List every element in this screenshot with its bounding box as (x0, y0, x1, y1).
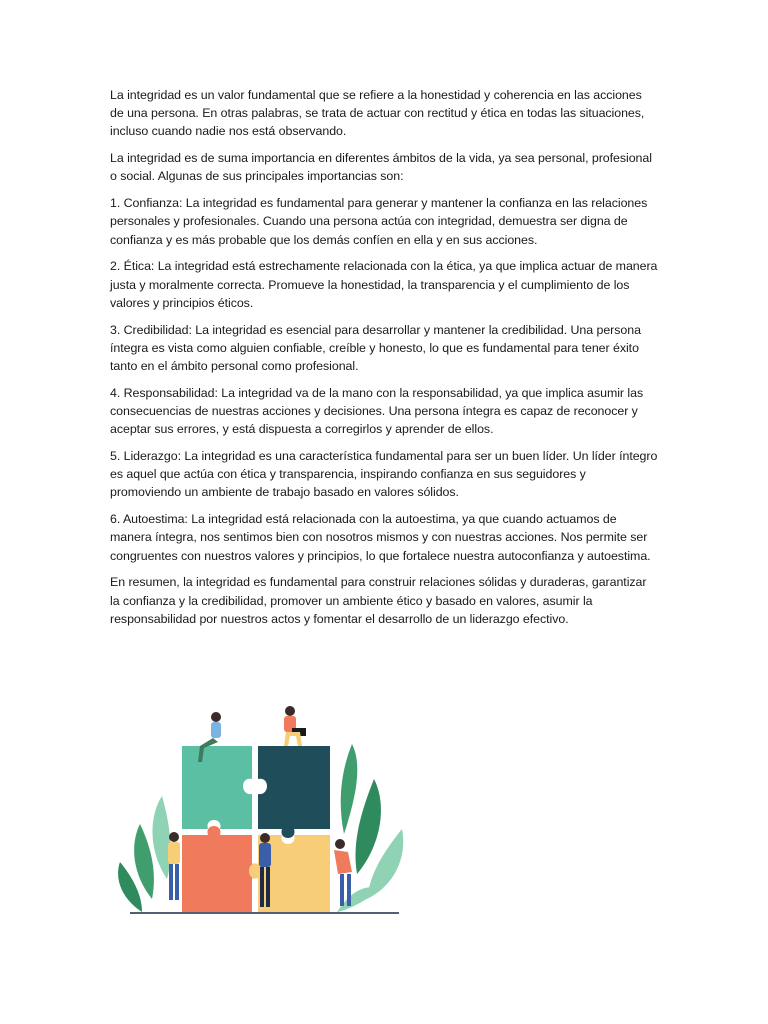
puzzle-piece-dark (258, 746, 330, 838)
puzzle-pieces (182, 746, 330, 912)
paragraph-importance: La integridad es de suma importancia en diferentes ámbitos de la vida, ya sea personal, profesional o social. Algunas de sus principales importancias son: (110, 151, 652, 184)
paragraph-intro: La integridad es un valor fundamental que se refiere a la honestidad y coherencia en las acciones de una persona. En otras palabras, se trata de actuar con rectitud y ética en todas las situaciones, incluso cuando nadie nos está observando. (110, 88, 645, 139)
list-item-autoestima: 6. Autoestima: La integridad está relacionada con la autoestima, ya que cuando actuamos de manera íntegra, nos sentimos bien con nosotros mismos y con nuestras acciones. Nos permite ser congruentes con nuestros valores y principios, lo que fortalece nuestra autoconfianza y autoestima. (110, 512, 651, 563)
person-pushing-right (334, 839, 352, 906)
list-item-liderazgo: 5. Liderazgo: La integridad es una característica fundamental para ser un buen líder. Un líder íntegro es aquel que actúa con ética y transparencia, inspirando confianza en sus seguidores y promoviendo un ambiente de trabajo basado en valores sólidos. (110, 449, 658, 500)
list-item-credibilidad: 3. Credibilidad: La integridad es esencial para desarrollar y mantener la credibilidad. Una persona íntegra es vista como alguien confiable, creíble y honesto, lo que es fundamental para tener éxito tanto en el ámbito personal como profesional. (110, 322, 641, 374)
list-item-etica: 2. Ética: La integridad está estrechamente relacionada con la ética, ya que implica actuar de manera justa y moralmente correcta. Promueve la honestidad, la transparencia y el cumplimiento de los valores y principios éticos. (110, 259, 658, 310)
list-item-confianza: 1. Confianza: La integridad es fundamental para generar y mantener la confianza en las relaciones personales y profesionales. Cuando una persona actúa con integridad, demuestra ser digna de confianza y es más probable que los demás confíen en ella y en sus acciones. (110, 196, 648, 247)
puzzle-teamwork-illustration (112, 684, 412, 920)
body-text (110, 86, 658, 637)
puzzle-piece-teal (182, 746, 252, 829)
puzzle-piece-coral (182, 826, 261, 912)
paragraph-summary: En resumen, la integridad es fundamental para construir relaciones sólidas y duraderas, garantizar la confianza y la credibilidad, promover un ambiente ético y basado en valores, asumir la responsabilidad por nuestros actos y fomentar el desarrollo de un liderazgo efectivo. (110, 575, 647, 626)
list-item-responsabilidad: 4. Responsabilidad: La integridad va de la mano con la responsabilidad, ya que implica asumir las consecuencias de nuestras acciones y decisiones. Una persona íntegra es capaz de reconocer y aceptar sus errores, y está dispuesta a corregirlos y aprender de ellos. (110, 385, 644, 437)
person-with-laptop (284, 706, 306, 746)
